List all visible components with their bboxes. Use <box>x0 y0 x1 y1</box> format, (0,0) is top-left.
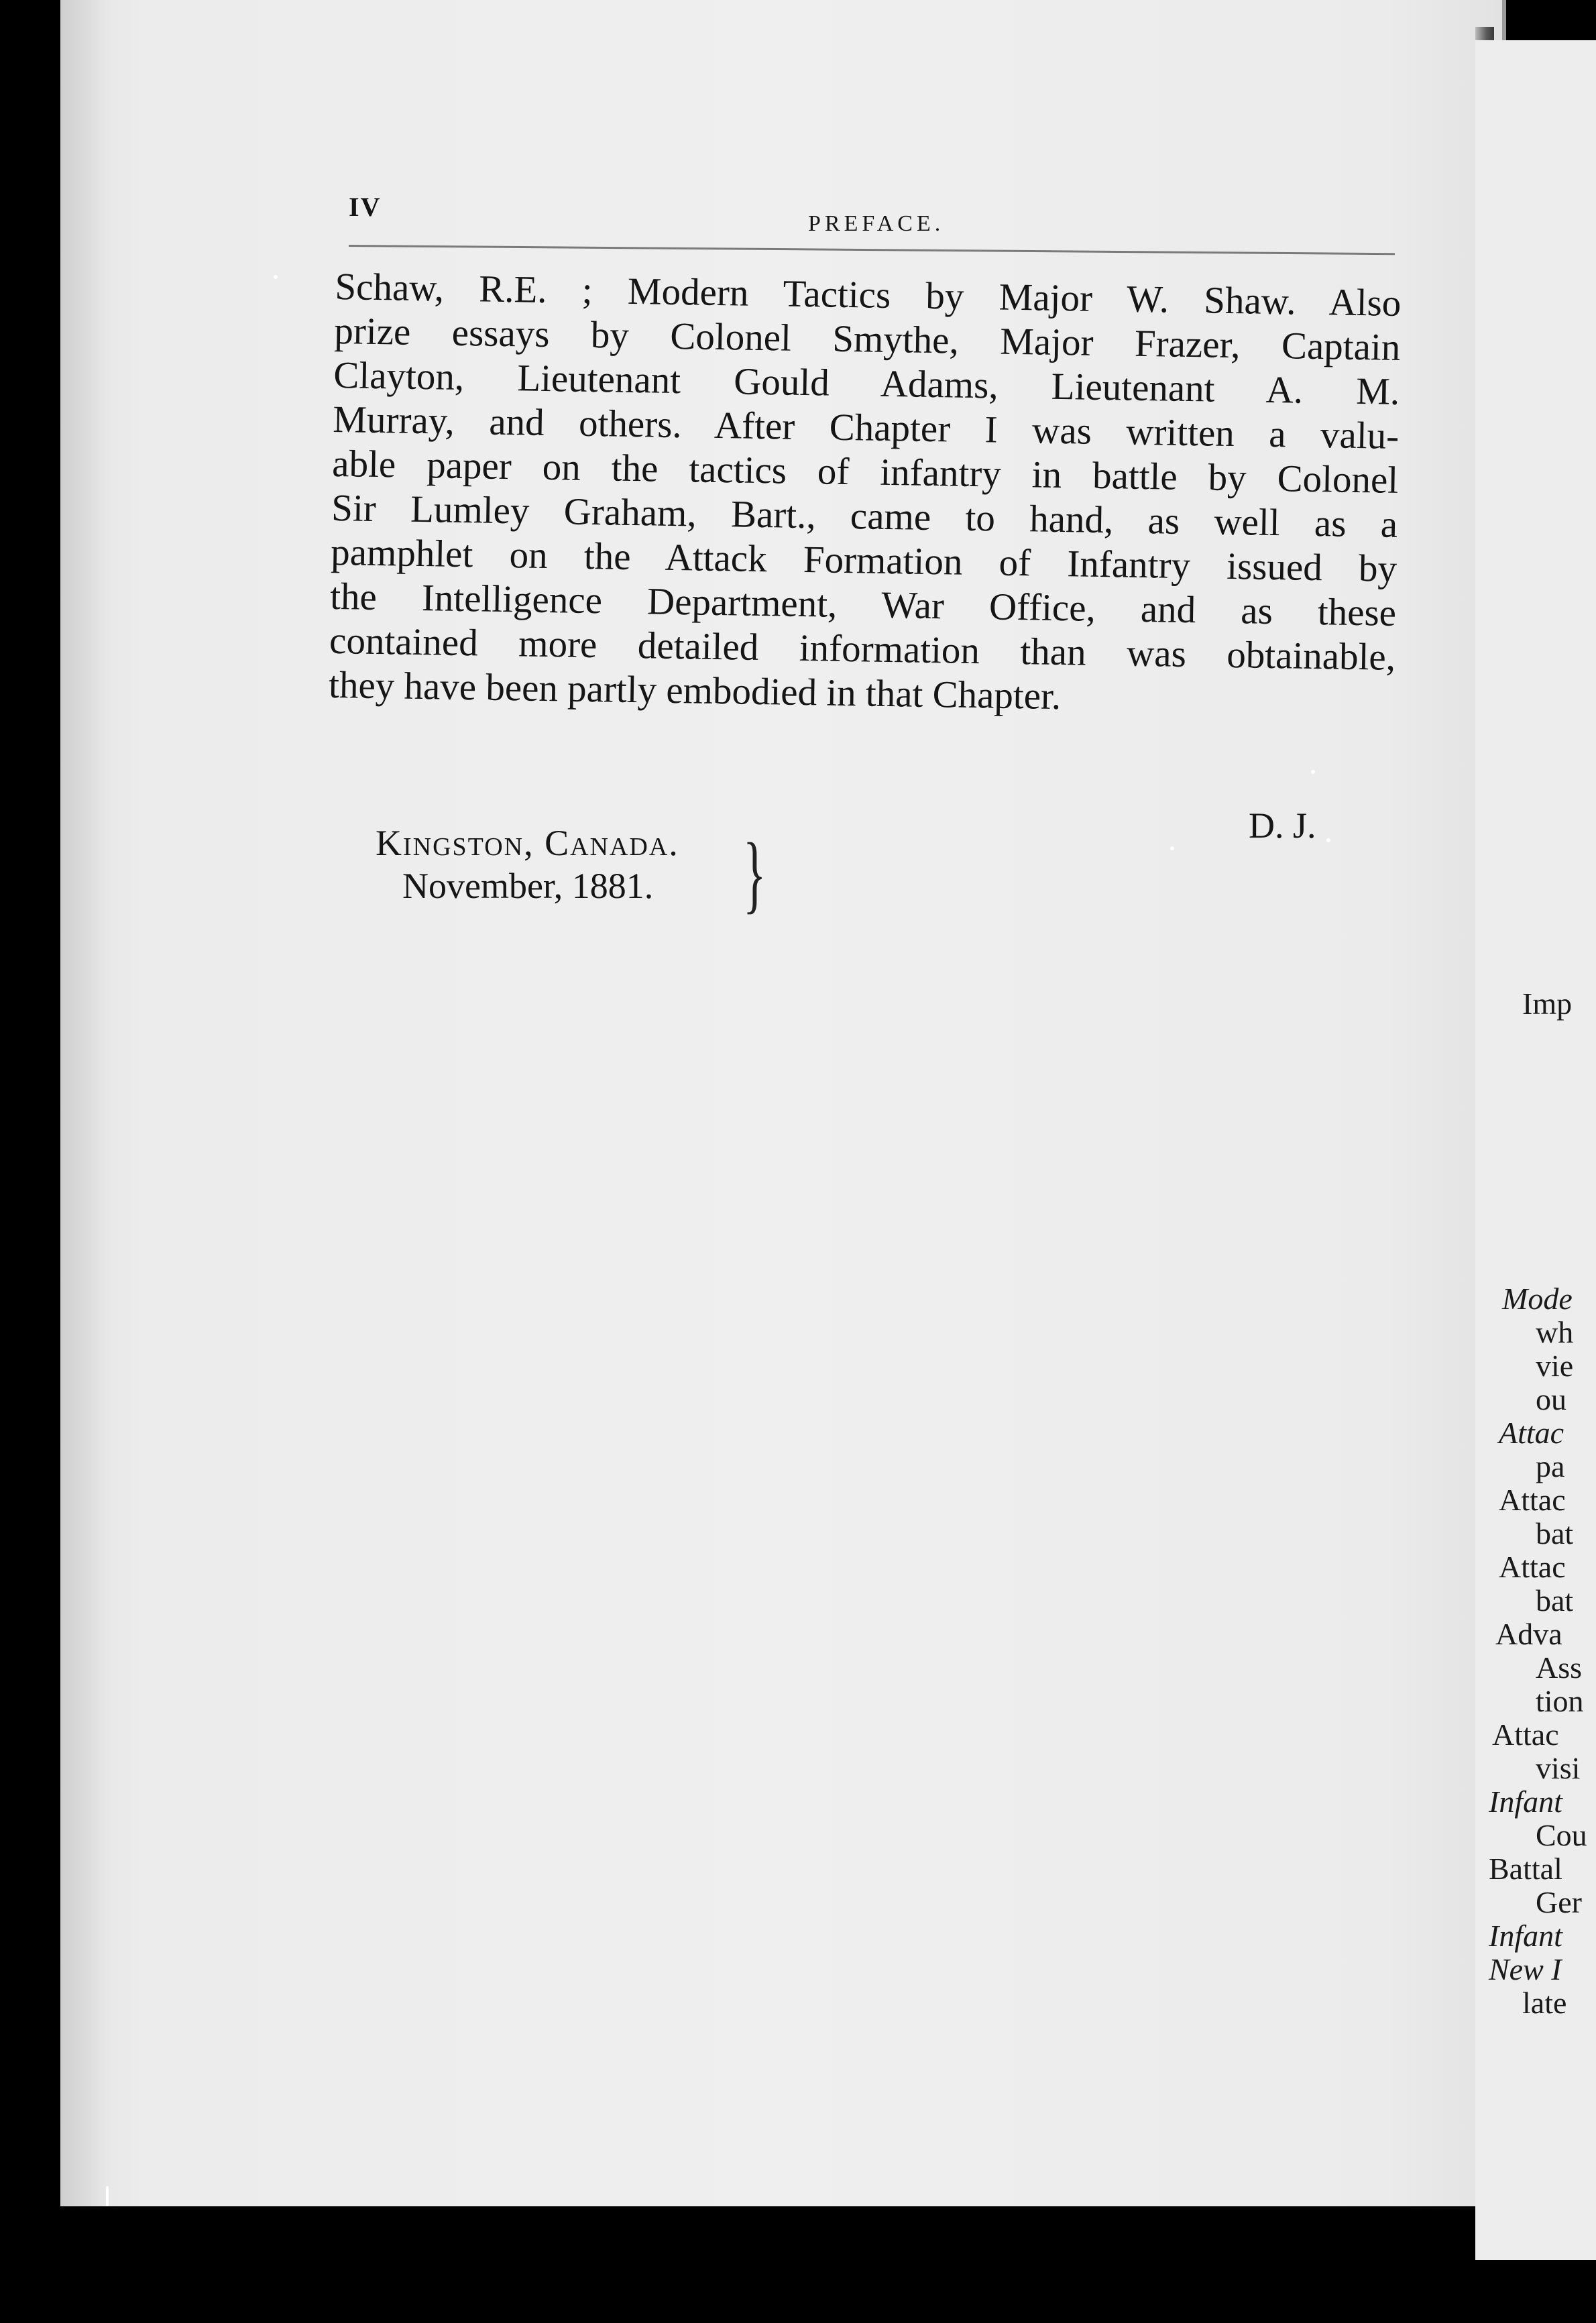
scan-speck <box>106 2186 109 2206</box>
right-brace: } <box>743 826 766 922</box>
facing-page-fragment: wh <box>1536 1315 1574 1349</box>
text-line: Murray, and others. After Chapter I was written a valu- <box>332 398 1400 457</box>
facing-page-fragment: Mode <box>1502 1282 1573 1316</box>
facing-page-fragment: vie <box>1536 1349 1574 1383</box>
facing-page-fragment: tion <box>1536 1684 1584 1718</box>
facing-page-fragment: Attac <box>1492 1717 1559 1752</box>
facing-page-fragment: Attac <box>1499 1550 1566 1584</box>
text-line: they have been partly embodied in that Chapter. <box>328 663 1062 718</box>
place-and-date <box>376 821 778 907</box>
text-line: Schaw, R.E. ; Modern Tactics by Major W. Shaw. Also <box>334 265 1402 325</box>
text-line: Clayton, Lieutenant Gould Adams, Lieutenant A. M. <box>333 353 1400 413</box>
page-header <box>349 111 1395 285</box>
facing-page-fragment: late <box>1522 1986 1567 2020</box>
facing-page-sliver <box>1475 40 1596 2260</box>
text-line: prize essays by Colonel Smythe, Major Frazer, Captain <box>333 309 1401 369</box>
facing-page-fragment: bat <box>1536 1583 1574 1618</box>
facing-page-fragment: visi <box>1536 1751 1581 1785</box>
running-head: PREFACE. <box>808 211 945 236</box>
date-line: November, 1881. <box>402 866 654 906</box>
facing-page-fragment: bat <box>1536 1516 1574 1550</box>
scan-speck <box>274 275 278 279</box>
scan-speck <box>1311 770 1315 774</box>
facing-page-fragment: Battal <box>1489 1852 1562 1886</box>
scan-speck <box>1326 838 1330 842</box>
text-line: pamphlet on the Attack Formation of Infantry issued by <box>330 530 1398 590</box>
facing-page-text <box>1475 40 1596 2260</box>
text-line: the Intelligence Department, War Office, and as these <box>329 575 1397 634</box>
facing-page-fragment: ou <box>1536 1382 1566 1416</box>
facing-page-fragment: Imp <box>1522 986 1573 1021</box>
facing-page-fragment: Attac <box>1499 1483 1566 1517</box>
text-line: Sir Lumley Graham, Bart., came to hand, as well as a <box>331 486 1398 546</box>
facing-page-fragment: pa <box>1536 1449 1565 1483</box>
facing-page-fragment: Ger <box>1536 1885 1582 1919</box>
place-line: Kingston, Canada. <box>376 823 679 863</box>
facing-page-fragment: New I <box>1489 1952 1562 1986</box>
facing-page-fragment: Infant <box>1489 1784 1562 1819</box>
page-edge-shadow <box>60 0 107 2206</box>
facing-page-fragment: Infant <box>1489 1919 1562 1953</box>
page-number: IV <box>349 192 382 222</box>
scan-speck <box>1170 846 1174 850</box>
author-initials: D. J. <box>1249 805 1316 846</box>
facing-page-fragment: Adva <box>1495 1617 1562 1651</box>
facing-page-fragment: Attac <box>1499 1416 1564 1450</box>
facing-page-fragment: Ass <box>1536 1650 1583 1685</box>
preface-paragraph <box>329 265 1402 724</box>
text-line: able paper on the tactics of infantry in battle by Colonel <box>331 442 1399 502</box>
text-line: contained more detailed information than was obtainable, <box>329 619 1396 679</box>
facing-page-fragment: Cou <box>1536 1818 1587 1852</box>
header-rule <box>349 245 1395 255</box>
